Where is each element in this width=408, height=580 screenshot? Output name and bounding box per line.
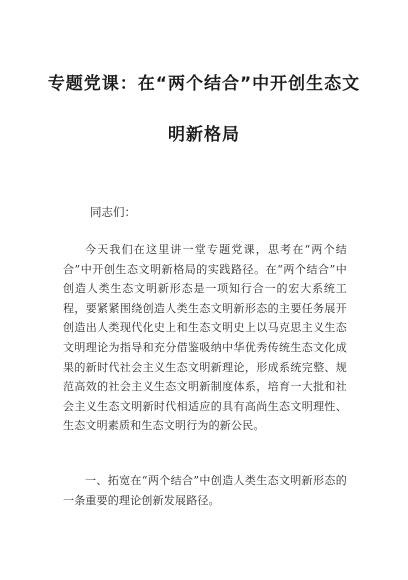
body-paragraph-1: 今天我们在这里讲一堂专题党课，思考在“两个结合”中开创生态文明新格局的实践路径。在“两个结合”中创造人类生态文明新形态是一项知行合一的宏大系统工程，要紧紧围绕创造人类生态文明新形态的主要任务展开创造出人类现代化史上和生态文明史上以马克思主义生态文明理论为指导和充分借鉴吸纳中华优秀传统生态文化成果的新时代社会主义生态文明新理论，形成系统完整、规范高效的社会主义生态文明新制度体系，培育一大批和社会主义生态文明新时代相适应的具有高尚生态文明理性、生态文明素质和生态文明行为的新公民。 xyxy=(63,243,347,433)
document-title-line-1: 专题党课：在“两个结合”中开创生态文 xyxy=(47,74,361,94)
body-paragraph-2: 一、拓宽在“两个结合”中创造人类生态文明新形态的一条重要的理论创新发展路径。 xyxy=(63,474,347,507)
document-title-line-2: 明新格局 xyxy=(168,125,240,145)
salutation: 同志们： xyxy=(90,205,136,219)
